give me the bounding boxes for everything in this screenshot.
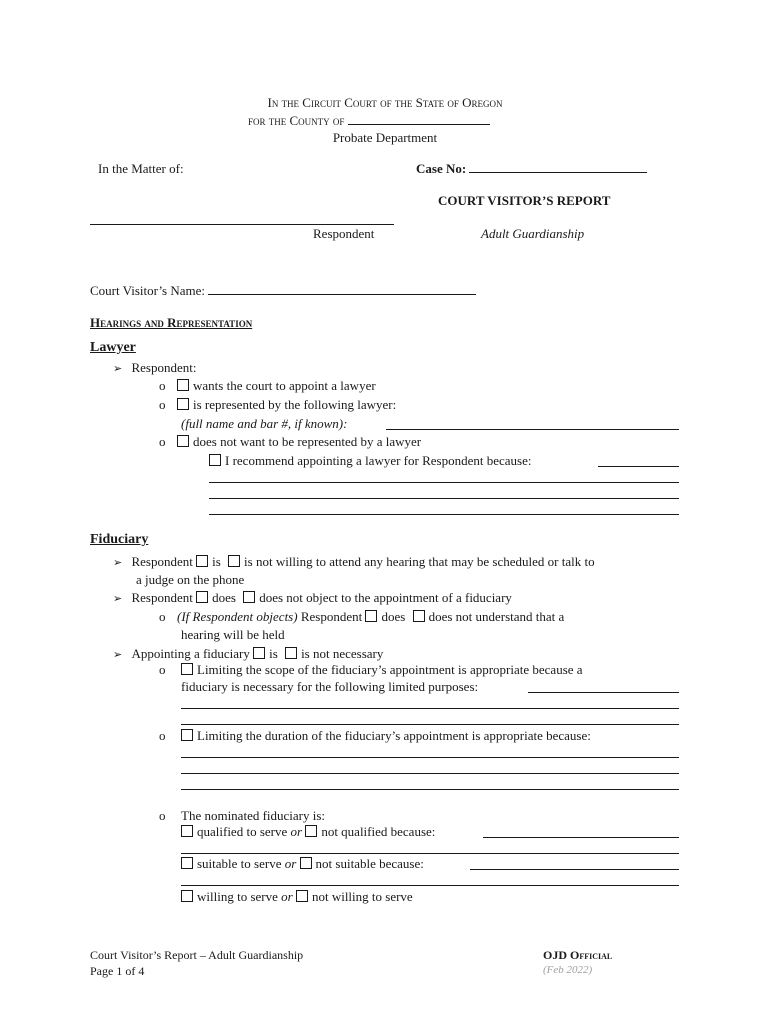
case-number-label: Case No: (416, 161, 467, 176)
checkbox-attend-is-not[interactable] (228, 555, 240, 567)
recommend-reason-line[interactable] (209, 514, 679, 515)
appoint-row (113, 646, 383, 662)
understand-respondent: Respondent (300, 609, 363, 624)
arrow-bullet-icon: ➢ (113, 362, 123, 375)
footer-document-name: Court Visitor’s Report – Adult Guardianship (90, 948, 304, 962)
not-qualified-reason-line[interactable] (181, 853, 679, 854)
lawyer-option-represented (177, 397, 396, 413)
checkbox-attend-is[interactable] (196, 555, 208, 567)
respondent-name-field[interactable] (90, 224, 394, 225)
report-title: COURT VISITOR’S REPORT (438, 193, 611, 208)
visitor-name-field[interactable] (208, 283, 476, 295)
attend-continuation: a judge on the phone (136, 572, 245, 587)
nominated-label: The nominated fiduciary is: (181, 808, 326, 823)
lawyer-name-hint: (full name and bar #, if known): (181, 416, 348, 431)
county-line (248, 113, 490, 129)
willing-row (181, 889, 413, 905)
scope-row (181, 662, 583, 678)
lawyer-option-decline (177, 434, 421, 450)
court-name-line1: In the Circuit Court of the State of Oregon (267, 95, 503, 110)
matter-label: In the Matter of: (98, 161, 184, 176)
option-appoint-text: wants the court to appoint a lawyer (193, 378, 376, 393)
or-text: or (284, 856, 297, 871)
scope-purposes-line[interactable] (181, 724, 679, 725)
attend-row (113, 554, 595, 570)
lawyer-option-appoint (177, 378, 376, 394)
checkbox-represented[interactable] (177, 398, 189, 410)
visitor-name-label: Court Visitor’s Name: (90, 283, 206, 298)
object-rest-text: does not object to the appointment of a fiduciary (259, 590, 512, 605)
suitable-text: suitable to serve (197, 856, 282, 871)
county-field[interactable] (348, 113, 490, 125)
checkbox-appoint-is[interactable] (253, 647, 265, 659)
footer-date: (Feb 2022) (543, 964, 593, 976)
checkbox-no-lawyer[interactable] (177, 435, 189, 447)
option-decline-text: does not want to be represented by a lawyer (193, 434, 422, 449)
circle-bullet-icon: o (159, 609, 166, 624)
checkbox-willing[interactable] (181, 890, 193, 902)
recommend-text: I recommend appointing a lawyer for Respondent because: (225, 453, 532, 468)
not-suitable-reason-field[interactable] (470, 869, 679, 870)
case-number-field[interactable] (469, 161, 647, 173)
arrow-bullet-icon: ➢ (113, 592, 123, 605)
lawyer-respondent-row (113, 360, 196, 376)
option-represented-text: is represented by the following lawyer: (193, 397, 397, 412)
scope-purposes-field[interactable] (528, 692, 679, 693)
checkbox-understand-does[interactable] (365, 610, 377, 622)
not-suitable-text: not suitable because: (315, 856, 424, 871)
recommend-reason-line[interactable] (209, 482, 679, 483)
checkbox-object-does[interactable] (196, 591, 208, 603)
duration-reason-line[interactable] (181, 789, 679, 790)
understand-condition: (If Respondent objects) (177, 609, 298, 624)
understand-rest-text: does not understand that a (428, 609, 565, 624)
object-does-text: does (212, 590, 236, 605)
duration-row (181, 728, 591, 744)
not-qualified-text: not qualified because: (321, 824, 436, 839)
recommend-reason-line[interactable] (209, 498, 679, 499)
case-number-line (416, 161, 647, 177)
qualified-row (181, 824, 435, 840)
understand-continuation: hearing will be held (181, 627, 285, 642)
respondent-label: Respondent (313, 226, 375, 241)
appoint-label: Appointing a fiduciary (131, 646, 250, 661)
visitor-name-line (90, 283, 476, 299)
county-label: for the County of (248, 113, 345, 128)
arrow-bullet-icon: ➢ (113, 648, 123, 661)
checkbox-object-does-not[interactable] (243, 591, 255, 603)
appoint-not-text: is not necessary (301, 646, 384, 661)
appoint-is-text: is (269, 646, 278, 661)
willing-text: willing to serve (197, 889, 278, 904)
checkbox-appoint-lawyer[interactable] (177, 379, 189, 391)
duration-reason-line[interactable] (181, 773, 679, 774)
department-line: Probate Department (332, 130, 438, 145)
attend-is-text: is (212, 554, 221, 569)
recommend-reason-field[interactable] (598, 466, 679, 467)
checkbox-recommend-lawyer[interactable] (209, 454, 221, 466)
checkbox-qualified[interactable] (181, 825, 193, 837)
checkbox-not-willing[interactable] (296, 890, 308, 902)
report-subtitle: Adult Guardianship (481, 226, 585, 241)
or-text: or (290, 824, 303, 839)
not-suitable-reason-line[interactable] (181, 885, 679, 886)
circle-bullet-icon: o (159, 662, 166, 677)
arrow-bullet-icon: ➢ (113, 556, 123, 569)
duration-reason-line[interactable] (181, 757, 679, 758)
object-row (113, 590, 512, 606)
footer-page-number: Page 1 of 4 (90, 964, 145, 978)
suitable-row (181, 856, 424, 872)
recommend-row (209, 453, 531, 469)
attend-rest-text: is not willing to attend any hearing that may be scheduled or talk to (244, 554, 595, 569)
understand-does-text: does (381, 609, 406, 624)
checkbox-limit-scope[interactable] (181, 663, 193, 675)
scope-purposes-line[interactable] (181, 708, 679, 709)
circle-bullet-icon: o (159, 397, 166, 412)
or-text: or (281, 889, 293, 904)
lawyer-respondent-label: Respondent: (131, 360, 197, 375)
object-respondent: Respondent (131, 590, 193, 605)
not-willing-text: not willing to serve (311, 889, 413, 904)
scope-continuation: fiduciary is necessary for the following limited purposes: (181, 679, 479, 694)
checkbox-limit-duration[interactable] (181, 729, 193, 741)
lawyer-heading: Lawyer (90, 340, 136, 355)
circle-bullet-icon: o (159, 808, 166, 823)
circle-bullet-icon: o (159, 378, 166, 393)
attend-respondent: Respondent (131, 554, 193, 569)
duration-text: Limiting the duration of the fiduciary’s appointment is appropriate because: (197, 728, 591, 743)
fiduciary-heading: Fiduciary (90, 532, 149, 547)
checkbox-understand-does-not[interactable] (413, 610, 425, 622)
scope-text: Limiting the scope of the fiduciary’s appointment is appropriate because a (197, 662, 583, 677)
footer-official: OJD Official (543, 948, 613, 962)
checkbox-suitable[interactable] (181, 857, 193, 869)
understand-row (177, 609, 564, 625)
qualified-text: qualified to serve (197, 824, 288, 839)
circle-bullet-icon: o (159, 434, 166, 449)
not-qualified-reason-field[interactable] (483, 837, 679, 838)
circle-bullet-icon: o (159, 728, 166, 743)
checkbox-not-suitable[interactable] (300, 857, 312, 869)
checkbox-appoint-is-not[interactable] (285, 647, 297, 659)
checkbox-not-qualified[interactable] (305, 825, 317, 837)
section-title: Hearings and Representation (90, 315, 253, 330)
lawyer-name-field[interactable] (386, 429, 679, 430)
